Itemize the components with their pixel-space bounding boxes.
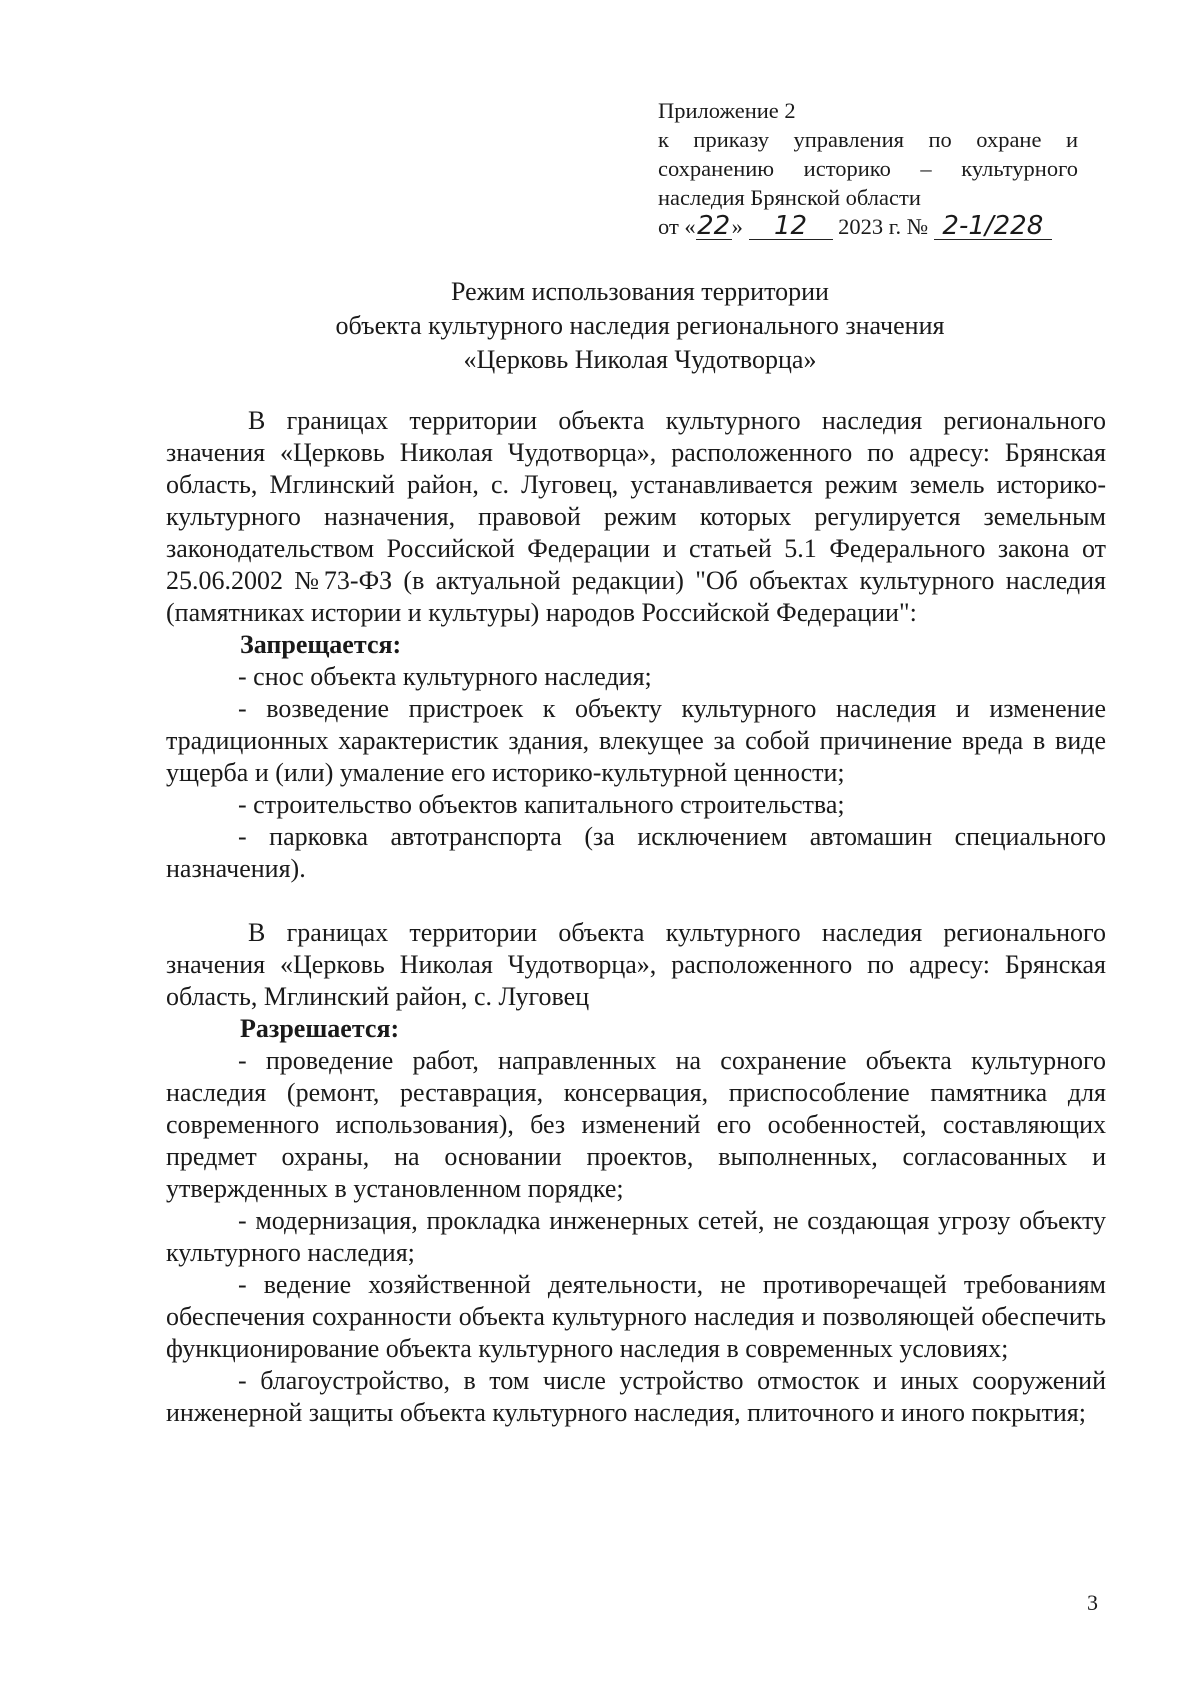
handwritten-day: 22 [697,211,731,241]
appendix-label: Приложение 2 [658,98,796,123]
section2-intro: В границах территории объекта культурного наследия регионального значения «Церковь Николая Чудотворца», расположенного по адресу: Брянская область, Мглинский район, с. Луговец [166,918,1106,1011]
section-spacer [166,885,1106,917]
handwritten-month: 12 [749,213,833,240]
handwritten-order-number: 2-1/228 [934,213,1052,240]
section1-intro: В границах территории объекта культурного наследия регионального значения «Церковь Николая Чудотворца», расположенного по адресу: Брянская область, Мглинский район, с. Луговец, устанавливается режим земель историко-культурного назначения, правовой режим которых регулируется земельным законодательством Российской Федерации и статьей 5.1 Федерального закона от 25.06.2002 №73-ФЗ (в актуальной редакции) "Об объектах культурного наследия (памятниках истории и культуры) народов Российской Федерации": [166,406,1106,627]
permitted-item: - проведение работ, направленных на сохранение объекта культурного наследия (ремонт, реставрация, консервация, приспособление памятника для современного использования), без изменений его особенностей, составляющих предмет охраны, на основании проектов, выполненных, согласованных и утвержденных в установленном порядке; [166,1046,1106,1203]
date-year: 2023 г. № [832,214,934,239]
permitted-item: - благоустройство, в том числе устройство отмосток и иных сооружений инженерной защиты объекта культурного наследия, плиточного и иного покрытия; [166,1366,1106,1427]
order-reference-line-2: сохранению историко – культурного [658,156,1078,181]
document-title [150,275,1130,377]
title-line-3: «Церковь Николая Чудотворца» [463,345,817,374]
order-reference-line-1: к приказу управления по охране и [658,127,1078,152]
order-reference-line-3: наследия Брянской области [658,185,921,210]
prohibited-item: - возведение пристроек к объекту культурного наследия и изменение традиционных характеристик здания, влекущее за собой причинение вреда в виде ущерба и (или) умаление его историко-культурной ценности; [166,694,1106,787]
title-line-1: Режим использования территории [451,277,829,306]
page-number: 3 [1087,1590,1098,1615]
prohibited-item: - строительство объектов капитального строительства; [238,790,845,819]
date-mid: » [731,214,749,239]
document-body [166,405,1106,1429]
approval-block [658,96,1078,241]
title-line-2: объекта культурного наследия регионального значения [335,311,945,340]
prohibited-item: - снос объекта культурного наследия; [238,662,652,691]
section2-heading: Разрешается: [240,1014,400,1043]
permitted-item: - ведение хозяйственной деятельности, не противоречащей требованиям обеспечения сохранности объекта культурного наследия и позволяющей обеспечить функционирование объекта культурного наследия в современных условиях; [166,1270,1106,1363]
section1-heading: Запрещается: [240,630,402,659]
permitted-item: - модернизация, прокладка инженерных сетей, не создающая угрозу объекту культурного наследия; [166,1206,1106,1267]
order-date-line [658,212,1078,241]
prohibited-item: - парковка автотранспорта (за исключением автомашин специального назначения). [166,822,1106,883]
date-prefix: от « [658,214,696,239]
